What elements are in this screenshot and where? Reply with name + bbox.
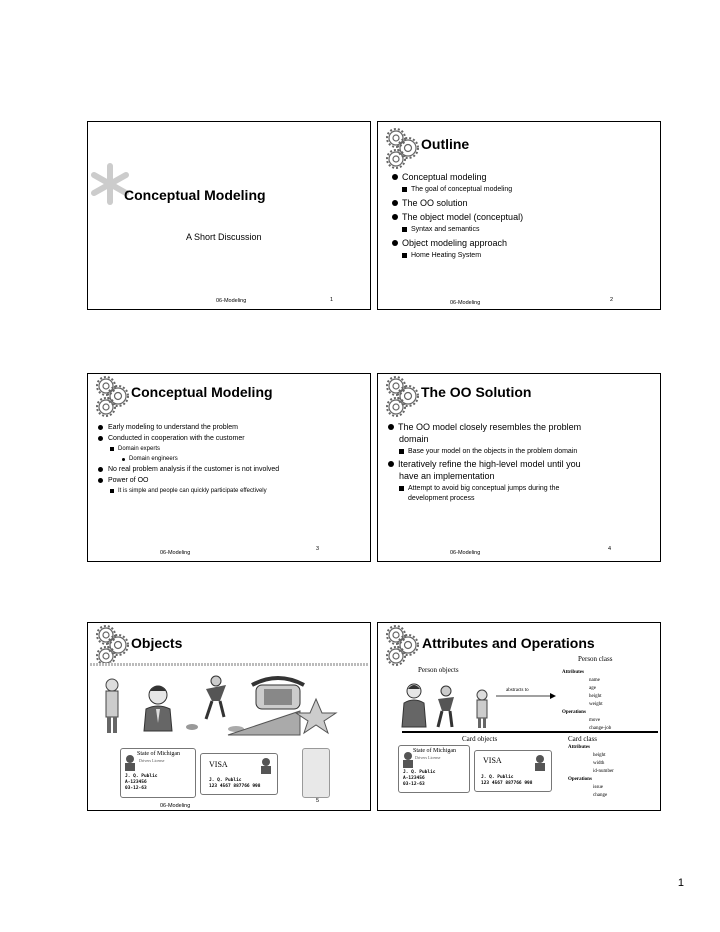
- visa-card: [200, 753, 278, 795]
- slide-title: Conceptual Modeling: [124, 187, 266, 203]
- page-number: 1: [677, 877, 684, 889]
- slide-number: 5: [316, 798, 320, 804]
- gears-icon: [384, 374, 420, 418]
- ramp-icon: [228, 711, 300, 735]
- slide-title: Attributes and Operations: [422, 635, 595, 651]
- attributes-label: Attributes: [568, 745, 590, 750]
- visa-number: 123 4567 887766 998: [481, 781, 533, 786]
- card-attribute: width: [593, 761, 605, 766]
- visa-label: VISA: [483, 756, 502, 765]
- slide-title: Outline: [421, 136, 470, 152]
- slide-footer: 06-Modeling: [216, 298, 247, 304]
- jumping-person-icon: [186, 676, 244, 732]
- bullet-icon: [388, 424, 394, 430]
- star-icon: [296, 699, 336, 733]
- slide-number: 3: [316, 546, 320, 552]
- sub-bullet: Attempt to avoid big conceptual jumps during the: [399, 485, 559, 492]
- bullet-continuation: domain: [399, 434, 429, 444]
- bullet-icon: [388, 461, 394, 467]
- card-name: J. Q. Public: [125, 774, 158, 779]
- card-attribute: height: [593, 753, 606, 758]
- objects-clipart: [88, 671, 372, 741]
- sub-bullet: Domain experts: [110, 446, 160, 452]
- gears-icon: [94, 374, 130, 418]
- bullet-icon: [110, 489, 114, 493]
- card-id: A-123456: [403, 776, 425, 781]
- sub-bullet: Base your model on the objects in the problem domain: [399, 448, 577, 455]
- card-attribute: id-number: [593, 769, 614, 774]
- person-class-label: Person class: [578, 655, 613, 663]
- card-objects-label: Card objects: [462, 735, 498, 743]
- gears-icon: [384, 623, 420, 667]
- sub-bullet: The goal of conceptual modeling: [402, 186, 512, 193]
- card-license: Drivers License: [415, 755, 441, 760]
- slide-6: [377, 622, 661, 811]
- person-operation: change-job: [589, 726, 612, 731]
- visa-name: J. Q. Public: [481, 775, 514, 780]
- card-name: J. Q. Public: [403, 770, 436, 775]
- slide-footer: 06-Modeling: [160, 803, 191, 809]
- person-operation: move: [589, 718, 601, 723]
- sub-bullet: It is simple and people can quickly participate effectively: [110, 488, 267, 494]
- visa-name: J. Q. Public: [209, 778, 242, 783]
- bullet-icon: [392, 240, 398, 246]
- card-state: State of Michigan: [413, 748, 456, 754]
- slide-5: [87, 622, 371, 811]
- operations-label: Operations: [568, 777, 592, 782]
- abstracts-to-label: abstracts to: [506, 688, 529, 693]
- slide-title: Conceptual Modeling: [131, 384, 273, 400]
- bullet: Early modeling to understand the problem: [98, 424, 238, 431]
- card-operation: issue: [593, 785, 603, 790]
- bullet-icon: [392, 214, 398, 220]
- person-thinking-icon: [106, 679, 118, 733]
- bullet-icon: [399, 449, 404, 454]
- card-license: Drivers License: [139, 758, 165, 763]
- businessman-icon: [144, 686, 172, 731]
- bullet: The OO model closely resembles the problem: [388, 422, 581, 432]
- drivers-license-card: [120, 748, 196, 798]
- slide-footer: 06-Modeling: [160, 550, 191, 556]
- slide-subtitle: A Short Discussion: [186, 232, 262, 242]
- bullet-icon: [392, 200, 398, 206]
- slide-3: [87, 373, 371, 562]
- slide-4: [377, 373, 661, 562]
- gears-icon: [384, 126, 420, 170]
- bullet-icon: [98, 478, 103, 483]
- slide-footer: 06-Modeling: [450, 300, 481, 306]
- bullet: No real problem analysis if the customer is not involved: [98, 466, 279, 473]
- bullet: Object modeling approach: [392, 238, 507, 248]
- bullet: The OO solution: [392, 198, 468, 208]
- bullet-icon: [399, 486, 404, 491]
- card-state: State of Michigan: [137, 751, 180, 757]
- bullet-icon: [402, 187, 407, 192]
- card-date: 03-12-63: [125, 786, 147, 791]
- card-id: A-123456: [125, 780, 147, 785]
- person-attribute: height: [589, 694, 602, 699]
- title-rule: [90, 663, 368, 666]
- person-objects-label: Person objects: [418, 666, 459, 674]
- attributes-label: Attributes: [562, 670, 584, 675]
- person-attribute: weight: [589, 702, 603, 707]
- bullet-icon: [122, 458, 125, 461]
- person-attribute: name: [589, 678, 600, 683]
- visa-card: [474, 750, 552, 792]
- arrow-icon: [496, 693, 556, 699]
- person-attribute: age: [589, 686, 596, 691]
- slide-title: Objects: [131, 635, 183, 651]
- slide-2: [377, 121, 661, 310]
- operations-label: Operations: [562, 710, 586, 715]
- portrait-icon: [533, 753, 547, 771]
- man-icon: [402, 684, 426, 727]
- slide-footer: 06-Modeling: [450, 550, 481, 556]
- sub-sub-bullet: Domain engineers: [122, 456, 178, 462]
- bullet-continuation: development process: [408, 495, 475, 502]
- bullet-icon: [98, 425, 103, 430]
- portrait-icon: [259, 756, 273, 774]
- slide-number: 2: [610, 297, 614, 303]
- bullet: Conducted in cooperation with the customer: [98, 435, 245, 442]
- card-class-label: Card class: [568, 735, 597, 743]
- visa-label: VISA: [209, 760, 228, 769]
- divider: [402, 731, 658, 733]
- sub-bullet: Syntax and semantics: [402, 226, 479, 233]
- slide-1: [87, 121, 371, 310]
- bullet-continuation: have an implementation: [399, 471, 495, 481]
- person-objects-clipart: [398, 681, 498, 731]
- bullet-icon: [402, 253, 407, 258]
- bullet-icon: [98, 436, 103, 441]
- person-icon: [477, 690, 487, 728]
- blank-card: [302, 748, 330, 798]
- slide-number: 1: [330, 297, 334, 303]
- card-operation: change: [593, 793, 608, 798]
- slide-number: 4: [608, 546, 612, 552]
- visa-number: 123 4567 887766 998: [209, 784, 261, 789]
- gears-icon: [94, 623, 130, 667]
- portrait-icon: [123, 753, 137, 771]
- bullet: Iteratively refine the high-level model until you: [388, 459, 581, 469]
- bullet-icon: [110, 447, 114, 451]
- bullet-icon: [402, 227, 407, 232]
- bullet: Power of OO: [98, 477, 148, 484]
- sub-bullet: Home Heating System: [402, 252, 481, 259]
- slide-title: The OO Solution: [421, 384, 532, 400]
- woman-icon: [438, 686, 454, 727]
- telephone-icon: [252, 678, 304, 709]
- bullet: Conceptual modeling: [392, 172, 487, 182]
- bullet-icon: [392, 174, 398, 180]
- bullet-icon: [98, 467, 103, 472]
- card-date: 03-12-63: [403, 782, 425, 787]
- bullet: The object model (conceptual): [392, 212, 523, 222]
- drivers-license-card: [398, 745, 470, 793]
